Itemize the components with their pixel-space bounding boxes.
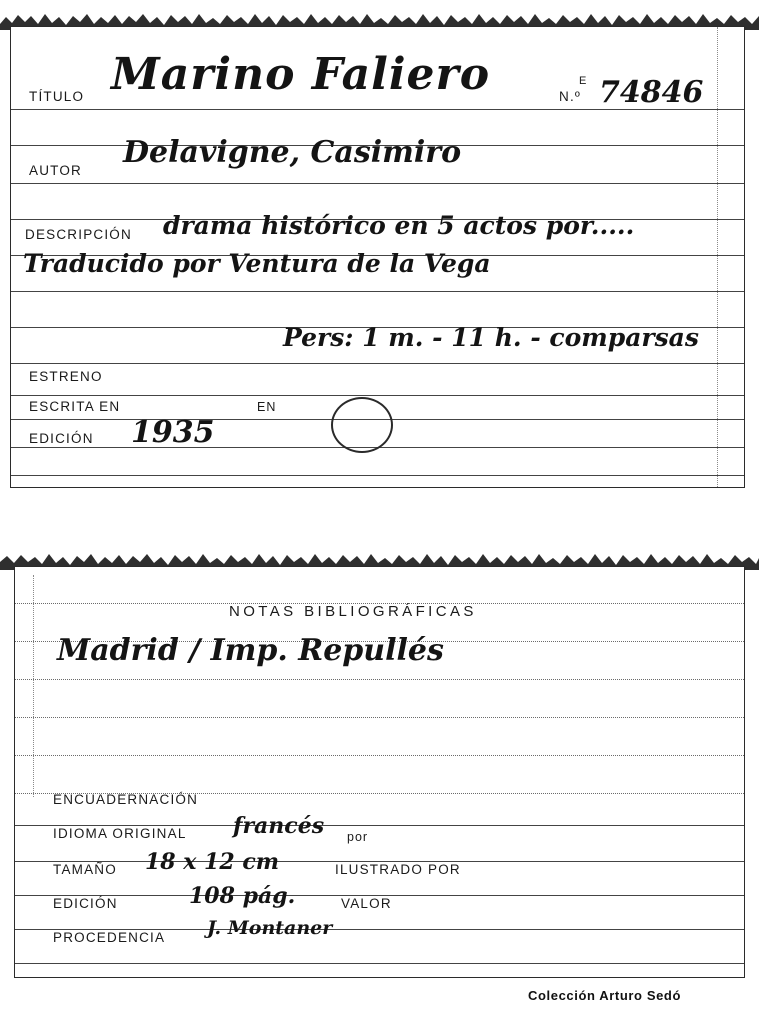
rule-line — [11, 183, 744, 184]
left-margin-rule — [33, 575, 34, 797]
value-cast-note: Pers: 1 m. - 11 h. - comparsas — [283, 323, 699, 352]
value-numero: 74846 — [599, 75, 704, 110]
value-procedencia: J. Montaner — [207, 917, 333, 939]
catalog-card-front — [10, 26, 745, 488]
rule-line — [11, 395, 744, 396]
label-encuadernacion: ENCUADERNACIÓN — [53, 792, 199, 807]
value-imprint: Madrid / Imp. Repullés — [57, 633, 444, 668]
rule-line — [11, 363, 744, 364]
label-titulo: TÍTULO — [29, 89, 85, 104]
label-numero: N.º — [559, 89, 582, 104]
value-edicion-bottom: 108 pág. — [189, 883, 296, 909]
number-superscript: E — [579, 75, 587, 87]
pen-circle-mark — [331, 397, 393, 453]
rule-line — [15, 679, 744, 680]
value-autor: Delavigne, Casimiro — [123, 135, 462, 170]
rule-line — [15, 717, 744, 718]
label-edicion: EDICIÓN — [29, 431, 94, 446]
label-idioma-original: IDIOMA ORIGINAL — [53, 826, 187, 841]
label-descripcion: DESCRIPCIÓN — [25, 227, 132, 242]
label-en: EN — [257, 400, 277, 414]
label-edicion-bottom: EDICIÓN — [53, 896, 118, 911]
label-tamano: TAMAÑO — [53, 862, 117, 877]
value-tamano: 18 x 12 cm — [145, 849, 279, 875]
value-descripcion-line2: Traducido por Ventura de la Vega — [23, 249, 491, 278]
collection-credit: Colección Arturo Sedó — [528, 988, 681, 1003]
notes-heading: NOTAS BIBLIOGRÁFICAS — [229, 603, 477, 620]
label-escrita-en: ESCRITA EN — [29, 399, 121, 414]
rule-line — [15, 755, 744, 756]
label-valor: VALOR — [341, 896, 392, 911]
label-estreno: ESTRENO — [29, 369, 103, 384]
right-margin-rule — [717, 27, 718, 487]
rule-line — [15, 963, 744, 964]
value-edicion: 1935 — [131, 415, 215, 450]
value-idioma-original: francés — [233, 813, 325, 839]
value-titulo: Marino Faliero — [111, 49, 491, 100]
label-autor: AUTOR — [29, 163, 83, 178]
label-procedencia: PROCEDENCIA — [53, 930, 166, 945]
rule-line — [11, 475, 744, 476]
catalog-card-back — [14, 566, 745, 978]
label-ilustrado-por: ILUSTRADO POR — [335, 862, 461, 877]
label-por: por — [347, 830, 369, 844]
rule-line — [11, 291, 744, 292]
value-descripcion: drama histórico en 5 actos por..... — [163, 211, 635, 240]
